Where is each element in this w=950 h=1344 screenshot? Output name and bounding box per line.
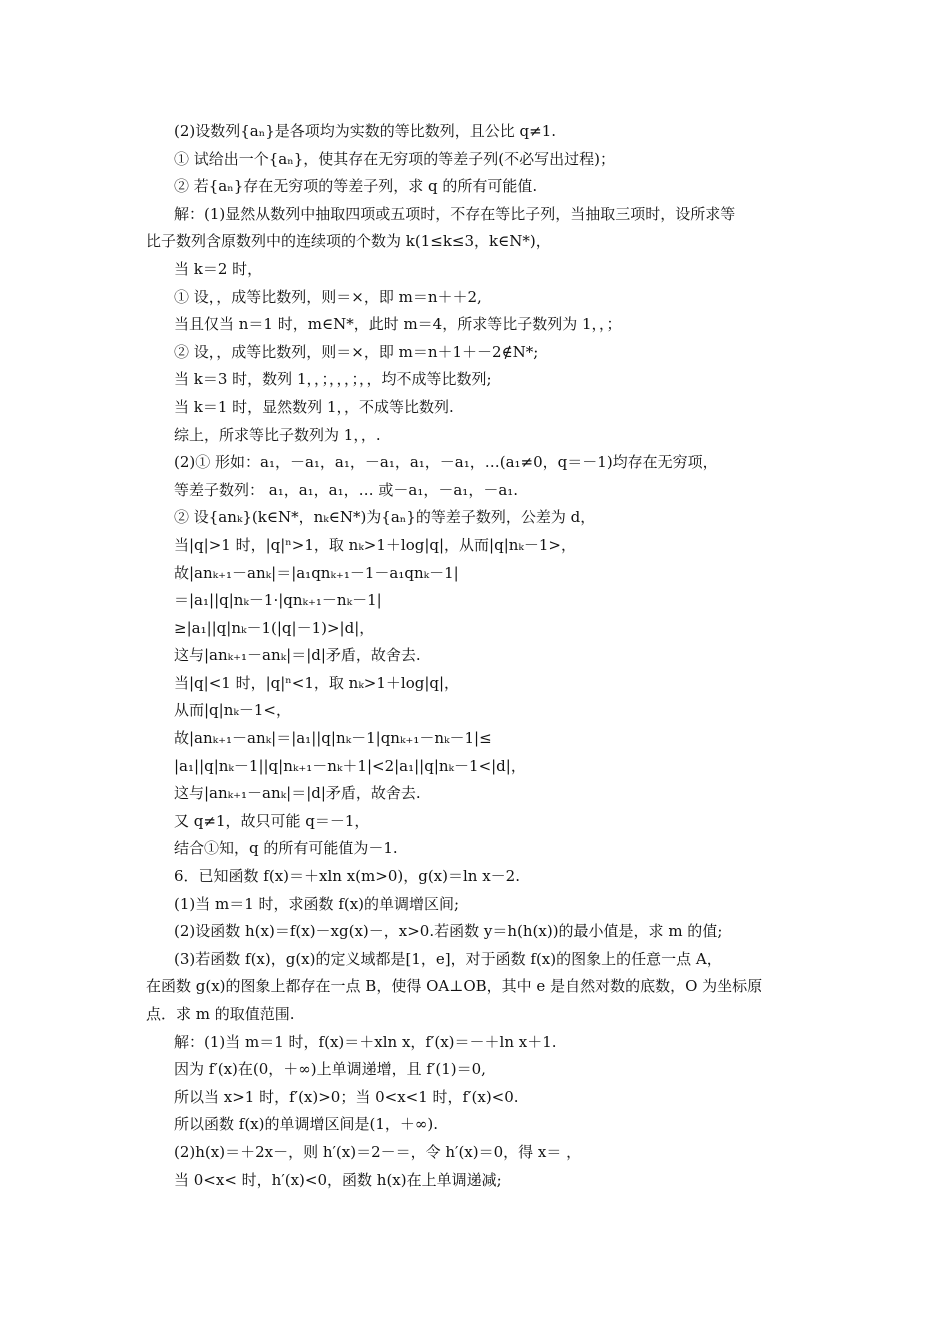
text-line: 故|anₖ₊₁－anₖ|＝|a₁qnₖ₊₁－1－a₁qnₖ－1| bbox=[174, 563, 459, 582]
text-line: 因为 f′(x)在(0，＋∞)上单调递增，且 f′(1)＝0, bbox=[174, 1060, 486, 1079]
text-line: 从而|q|nₖ－1<， bbox=[174, 701, 291, 720]
text-line: (2)① 形如：a₁，－a₁，a₁，－a₁，a₁，－a₁，…(a₁≠0，q＝－1)均存在无穷项， bbox=[174, 453, 718, 472]
text-line: ≥|a₁||q|nₖ－1(|q|－1)>|d|， bbox=[174, 618, 375, 637]
text-line: |a₁||q|nₖ－1||q|nₖ₊₁－nₖ＋1|<2|a₁||q|nₖ－1<|d|， bbox=[174, 756, 526, 775]
text-line: 综上，所求等比子数列为 1，，. bbox=[174, 425, 381, 444]
text-line: 6．已知函数 f(x)＝＋xln x(m>0)，g(x)＝ln x－2. bbox=[174, 867, 520, 886]
text-line: ＝|a₁||q|nₖ－1·|qnₖ₊₁－nₖ－1| bbox=[174, 591, 382, 610]
text-line: 故|anₖ₊₁－anₖ|＝|a₁||q|nₖ－1|qnₖ₊₁－nₖ－1|≤ bbox=[174, 729, 492, 748]
text-line: 当 k＝1 时，显然数列 1，，不成等比数列. bbox=[174, 397, 454, 416]
text-line: ② 设，，成等比数列，则＝×，即 m＝n＋1＋－2∉N*; bbox=[174, 342, 539, 361]
text-line: ① 设，，成等比数列，则＝×，即 m＝n＋＋2, bbox=[174, 287, 482, 306]
text-line: 这与|anₖ₊₁－anₖ|＝|d|矛盾，故舍去. bbox=[174, 784, 421, 803]
text-line: 当|q|>1 时，|q|ⁿ>1，取 nₖ>1＋log|q|，从而|q|nₖ－1>， bbox=[174, 535, 577, 554]
text-line: 这与|anₖ₊₁－anₖ|＝|d|矛盾，故舍去. bbox=[174, 646, 421, 665]
text-line: 当 0<x< 时，h′(x)<0，函数 h(x)在上单调递减; bbox=[174, 1170, 502, 1189]
text-line: 结合①知，q 的所有可能值为－1. bbox=[174, 839, 398, 858]
text-line: 等差子数列： a₁，a₁，a₁，… 或－a₁，－a₁，－a₁. bbox=[174, 480, 519, 499]
text-line: ② 设{anₖ}(k∈N*，nₖ∈N*)为{aₙ}的等差子数列，公差为 d， bbox=[174, 508, 596, 527]
text-line: 比子数列含原数列中的连续项的个数为 k(1≤k≤3，k∈N*)， bbox=[146, 232, 551, 251]
text-line: 所以当 x>1 时，f′(x)>0；当 0<x<1 时，f′(x)<0. bbox=[174, 1087, 519, 1106]
text-line: 点．求 m 的取值范围. bbox=[146, 1005, 295, 1023]
text-line: (2)设数列{aₙ}是各项均为实数的等比数列，且公比 q≠1. bbox=[174, 122, 557, 140]
document-body bbox=[146, 118, 814, 1194]
text-line: ① 试给出一个{aₙ}，使其存在无穷项的等差子列(不必写出过程)； bbox=[174, 149, 615, 168]
text-line: (2)h(x)＝＋2x－，则 h′(x)＝2－＝，令 h′(x)＝0，得 x＝ ， bbox=[174, 1142, 582, 1161]
text-line: (2)设函数 h(x)＝f(x)－xg(x)－，x>0.若函数 y＝h(h(x))的最小值是，求 m 的值; bbox=[174, 922, 723, 941]
text-line: ② 若{aₙ}存在无穷项的等差子列，求 q 的所有可能值. bbox=[174, 177, 538, 196]
text-line: 又 q≠1，故只可能 q＝－1， bbox=[174, 811, 370, 830]
text-line: (3)若函数 f(x)，g(x)的定义域都是[1，e]，对于函数 f(x)的图象上的任意一点 A， bbox=[174, 949, 722, 968]
text-line: 解：(1)当 m＝1 时，f(x)＝＋xln x，f′(x)＝－＋ln x＋1. bbox=[174, 1032, 557, 1051]
text-line: 当|q|<1 时，|q|ⁿ<1，取 nₖ>1＋log|q|， bbox=[174, 673, 460, 692]
text-line: 当 k＝3 时，数列 1，，；，，，；，，均不成等比数列; bbox=[174, 370, 492, 389]
text-line: 在函数 g(x)的图象上都存在一点 B，使得 OA⊥OB，其中 e 是自然对数的底数，O 为坐标原 bbox=[146, 977, 763, 996]
text-line: 所以函数 f(x)的单调增区间是(1，＋∞). bbox=[174, 1115, 438, 1134]
text-line: 当且仅当 n＝1 时，m∈N*，此时 m＝4，所求等比子数列为 1，，； bbox=[174, 315, 622, 334]
text-line: 解：(1)显然从数列中抽取四项或五项时，不存在等比子列，当抽取三项时，设所求等 bbox=[174, 204, 736, 223]
text-line: 当 k＝2 时， bbox=[174, 259, 263, 278]
text-line: (1)当 m＝1 时，求函数 f(x)的单调增区间; bbox=[174, 894, 460, 913]
